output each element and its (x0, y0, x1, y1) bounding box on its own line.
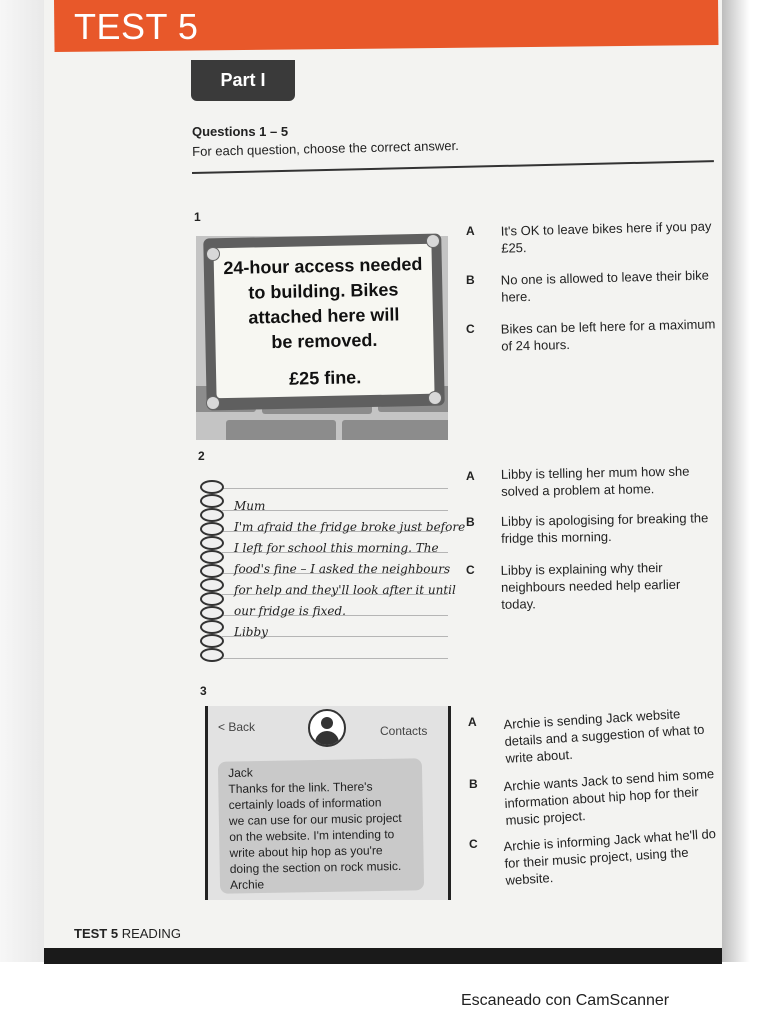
question-number-3: 3 (200, 684, 207, 698)
option-letter-3c: C (469, 837, 478, 851)
footer-section: READING (121, 926, 181, 941)
option-text-2b[interactable]: Libby is apologising for breaking the fridge this morning. (500, 510, 709, 546)
option-letter-1a: A (466, 224, 475, 238)
note-line-4: food's fine – I asked the neighbours (234, 562, 451, 576)
option-text-3c[interactable]: Archie is informing Jack what he'll do for their music project, using the website. (503, 826, 717, 888)
option-letter-2b: B (466, 515, 475, 529)
option-letter-1b: B (466, 273, 475, 287)
screw-icon (428, 391, 442, 405)
handwritten-note (200, 466, 466, 666)
instruction: For each question, choose the correct answer. (192, 137, 459, 159)
message-text: Jack Thanks for the link. There's certainly loads of information we can use for our music project on the website. I'm intending to write about hip hop as you're doing the section on rock music. Archie (228, 765, 402, 892)
option-text-1b[interactable]: No one is allowed to leave their bike here. (500, 267, 710, 305)
test-title: TEST 5 (74, 6, 199, 47)
option-text-2a[interactable]: Libby is telling her mum how she solved a problem at home. (500, 463, 690, 499)
part-tab (191, 60, 295, 101)
note-line-5: for help and they'll look after it until (234, 583, 456, 597)
back-button: < Back (218, 720, 256, 734)
note-line-1: Mum (234, 499, 266, 513)
sign-text-line-4: be removed. (271, 329, 378, 352)
contact-avatar-icon (308, 709, 346, 747)
option-text-2c[interactable]: Libby is explaining why their neighbours needed help earlier today. (500, 560, 681, 612)
sign-fine: £25 fine. (288, 366, 362, 389)
scanner-watermark: Escaneado con CamScanner (461, 992, 670, 1009)
option-text-1c[interactable]: Bikes can be left here for a maximum of 24 hours. (500, 316, 716, 354)
option-letter-3b: B (469, 777, 478, 791)
sign-text-line-1: 24-hour access needed (223, 253, 423, 278)
option-letter-2c: C (466, 563, 475, 577)
option-text-3b[interactable]: Archie wants Jack to send him some information about hip hop for their music project. (503, 766, 715, 828)
footer-test: TEST 5 (74, 926, 119, 941)
option-letter-3a: A (468, 715, 477, 729)
screw-icon (426, 234, 440, 248)
sign-text-line-3: attached here will (248, 303, 400, 328)
page-edge-right (722, 0, 768, 962)
page-footer (74, 926, 181, 941)
contacts-link: Contacts (380, 724, 428, 738)
screw-icon (206, 247, 220, 261)
page-edge-left (0, 0, 44, 962)
sign-text-line-2: to building. Bikes (248, 278, 399, 303)
option-text-1a[interactable]: It's OK to leave bikes here if you pay £25. (500, 218, 712, 256)
option-text-3a[interactable]: Archie is sending Jack website details and a suggestion of what to write about. (503, 706, 705, 766)
question-number-2: 2 (198, 449, 205, 463)
note-line-6: our fridge is fixed. (234, 604, 346, 618)
question-number-1: 1 (194, 210, 201, 224)
page-edge-bottom (44, 948, 722, 964)
screw-icon (206, 396, 220, 410)
note-line-3: I left for school this morning. The (234, 541, 439, 555)
questions-range: Questions 1 – 5 (192, 124, 289, 139)
part-label: Part I (220, 70, 266, 90)
note-line-2: I'm afraid the fridge broke just before (234, 520, 466, 534)
note-line-7: Libby (234, 625, 268, 639)
option-letter-1c: C (466, 322, 475, 336)
option-letter-2a: A (466, 469, 475, 483)
sign-notice (213, 244, 434, 399)
